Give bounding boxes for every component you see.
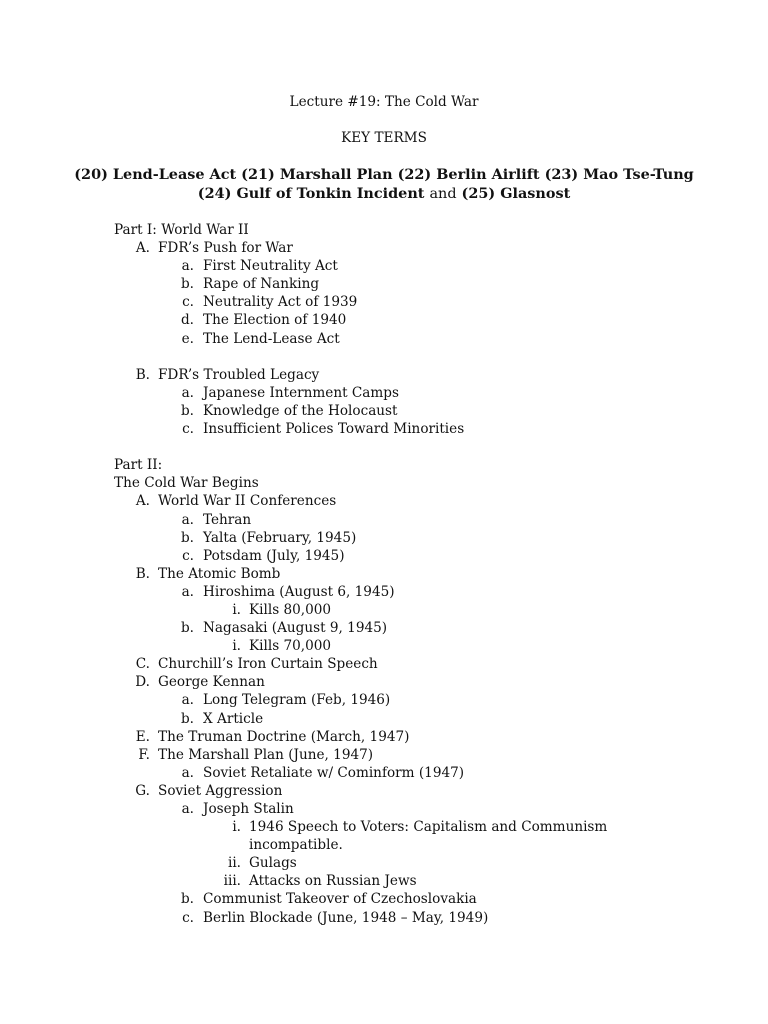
outline-subitem: iii. Attacks on Russian Jews [223,873,417,890]
part-subheading: The Cold War Begins [114,475,259,492]
outline-item: a. Joseph Stalin [181,801,294,817]
outline-item: c. Insufficient Polices Toward Minorities [182,421,465,438]
term-marshall-plan: Marshall Plan [279,166,393,183]
outline-item: c. Neutrality Act of 1939 [182,294,358,311]
outline-item: a. Hiroshima (August 6, 1945) [181,583,395,600]
outline-item: b. Knowledge of the Holocaust [180,402,398,419]
lecture-outline [114,221,734,927]
part-heading: Part II: [114,457,163,474]
outline-item: e. The Lend-Lease Act [181,330,340,347]
outline-item: b. Rape of Nanking [180,276,320,293]
spacer [114,348,734,366]
outline-section: A. FDR’s Push for War [135,240,293,257]
part-heading: Part I: World War II [114,222,249,238]
term-berlin-airlift: Berlin Airlift [436,166,540,183]
term-number: (20) [74,166,108,183]
term-number: (22) [397,166,432,183]
term-gulf-of-tonkin: Gulf of Tonkin Incident [236,185,425,202]
lecture-title: Lecture #19: The Cold War [289,94,479,110]
key-terms-line-2 [0,184,768,204]
outline-item: a. Long Telegram (Feb, 1946) [181,692,391,709]
outline-subitem: i. Kills 80,000 [232,601,332,618]
outline-section: G. Soviet Aggression [135,782,283,799]
outline-item: c. Potsdam (July, 1945) [182,547,345,564]
outline-subitem-continuation: incompatible. [249,837,343,854]
and-conjunction: and [429,186,457,202]
term-number: (25) [461,185,496,202]
outline-item: a. Japanese Internment Camps [181,384,399,401]
outline-item: b. Yalta (February, 1945) [180,529,357,546]
outline-section: B. The Atomic Bomb [135,565,281,582]
outline-item: b. Communist Takeover of Czechoslovakia [180,891,477,908]
outline-item: b. X Article [180,710,264,727]
term-mao-tse-tung: Mao Tse-Tung [583,166,694,183]
term-lend-lease: Lend-Lease Act [112,166,237,183]
outline-item: a. Tehran [181,511,252,528]
outline-section: D. George Kennan [135,674,265,691]
term-number: (23) [544,166,579,183]
outline-item: a. First Neutrality Act [181,258,338,275]
outline-section: F. The Marshall Plan (June, 1947) [138,746,374,763]
outline-item: d. The Election of 1940 [180,312,347,329]
outline-section: E. The Truman Doctrine (March, 1947) [135,728,410,745]
term-glasnost: Glasnost [500,185,571,202]
outline-subitem: i. Kills 70,000 [232,638,332,655]
spacer [114,438,734,456]
outline-section: C. Churchill’s Iron Curtain Speech [135,656,378,673]
key-terms-list [0,165,768,204]
outline-item: b. Nagasaki (August 9, 1945) [180,620,388,637]
outline-subitem: ii. Gulags [227,855,297,872]
outline-item: a. Soviet Retaliate w/ Cominform (1947) [181,764,465,781]
key-terms-line-1 [0,165,768,184]
key-terms-heading: KEY TERMS [341,130,427,146]
outline-item: c. Berlin Blockade (June, 1948 – May, 1949) [182,909,489,926]
outline-section: A. World War II Conferences [135,493,337,510]
outline-section: B. FDR’s Troubled Legacy [135,366,320,383]
term-number: (21) [241,166,275,183]
outline-subitem: i. 1946 Speech to Voters: Capitalism and Communism [232,819,608,836]
term-number: (24) [197,185,232,202]
